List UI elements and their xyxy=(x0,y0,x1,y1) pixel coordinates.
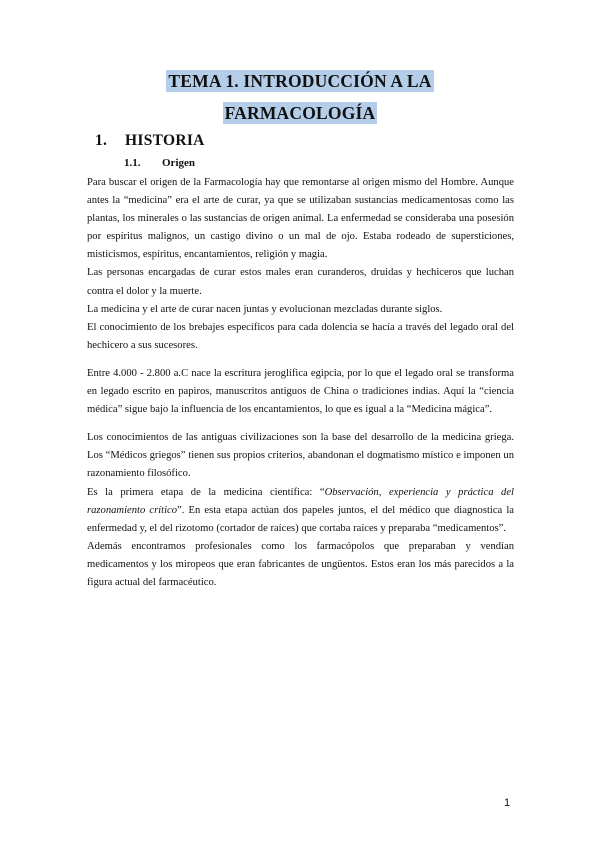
section-number: 1. xyxy=(95,132,108,149)
paragraph: La medicina y el arte de curar nacen juntas y evolucionan mezcladas durante siglos. xyxy=(87,303,443,315)
body-text xyxy=(87,174,514,592)
paragraph: Las personas encargadas de curar estos males eran curanderos, druidas y hechiceros que luchan contra el dolor y la muerte. xyxy=(87,267,514,297)
subsection-title: Origen xyxy=(162,157,195,169)
title-line-1: TEMA 1. INTRODUCCIÓN A LA xyxy=(168,71,432,91)
paragraph: Entre 4.000 - 2.800 a.C nace la escritura jeroglífica egipcia, por lo que el legado oral se transforma en legado escrito en papiros, manuscritos antiguos de China o tradiciones indias. Aquí la “ciencia médica” sigue bajo la influencia de los encantamientos, lo que es igual a la “Medicina mágica”. xyxy=(87,367,514,416)
paragraph xyxy=(87,484,514,538)
italic-quote: Observación, experiencia y práctica del razonamiento crítico xyxy=(87,486,514,516)
paragraph-text: ”. En esta etapa actúan dos papeles juntos, el del médico que diagnostica la enfermedad y, el del rizotomo (cortador de raíces) que cortaba raíces y preparaba “medicamentos”. xyxy=(87,504,514,534)
subsection-heading xyxy=(124,157,195,169)
paragraph-text: Es la primera etapa de la medicina científica: “ xyxy=(87,486,325,498)
section-heading xyxy=(95,132,205,150)
page-number: 1 xyxy=(504,797,511,809)
subsection-number: 1.1. xyxy=(124,157,141,169)
title-line-2: FARMACOLOGÍA xyxy=(224,103,376,123)
paragraph: Además encontramos profesionales como los farmacópolos que preparaban y vendían medicamentos y los miropeos que eran fabricantes de ungüentos. Estos eran los más parecidos a la figura actual del farmacéutico. xyxy=(87,540,514,588)
paragraph: El conocimiento de los brebajes específicos para cada dolencia se hacía a través del legado oral del hechicero a sus sucesores. xyxy=(87,321,514,351)
paragraph: Los conocimientos de las antiguas civilizaciones son la base del desarrollo de la medicina griega. Los “Médicos griegos” tienen sus propios criterios, abandonan el dogmatismo místico e imponen un razonamiento filosófico. xyxy=(87,432,514,480)
document-title xyxy=(0,70,600,124)
section-title: HISTORIA xyxy=(125,132,205,149)
paragraph: Para buscar el origen de la Farmacología hay que remontarse al origen mismo del Hombre. Aunque antes la “medicina” era el arte de curar, ya que se utilizaban sustancias medicamentosas como las plantas, los minerales o las sustancias de origen animal. La enfermedad se consideraba una posesión por espíritus malignos, un castigo divino o un mal de ojo. Estaba rodeado de supersticiones, misticismos, espíritus, encantamientos, religión y magia. xyxy=(87,177,514,261)
